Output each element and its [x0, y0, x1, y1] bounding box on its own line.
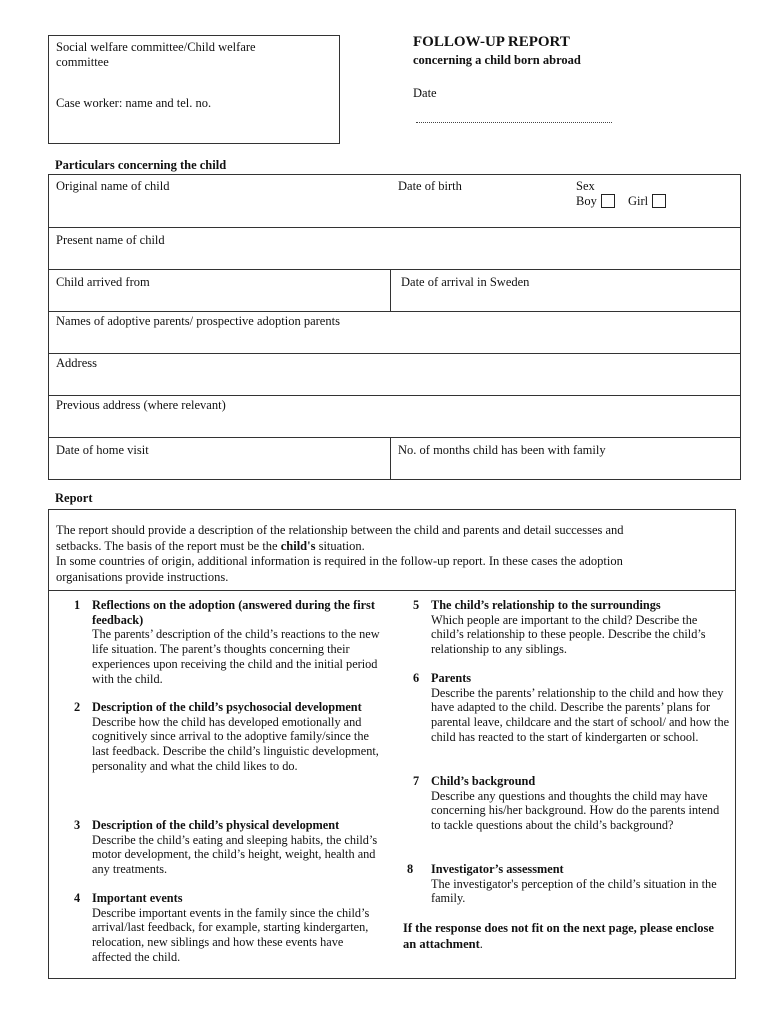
committee-box — [48, 35, 340, 144]
boy-label: Boy — [576, 194, 597, 208]
girl-label: Girl — [627, 194, 649, 208]
case-worker-label: Case worker: name and tel. no. — [56, 96, 212, 110]
row-divider — [49, 395, 740, 396]
row-divider — [49, 227, 740, 228]
column-divider — [390, 437, 391, 480]
row-divider — [49, 311, 740, 312]
date-label: Date — [413, 86, 437, 100]
date-of-birth-label: Date of birth — [398, 179, 462, 193]
report-item-7: 7 Child’s background Describe any questions and thoughts the child may have concerning his/her background. How do the parents intend to tackle questions about the child’s background? — [413, 774, 720, 833]
address-label: Address — [56, 356, 97, 370]
row-divider — [49, 269, 740, 270]
sex-label: Sex — [576, 179, 595, 193]
report-item-2: 2 Description of the child’s psychosocial development Describe how the child has developed emotionally and cognitively since arrival to the adoptive family/since the last feedback. Describe the child’s linguistic development, personality and what the child likes to do. — [74, 700, 379, 773]
report-intro: The report should provide a description of the relationship between the child and parents and detail successes and setbacks. The basis of the report must be the child's situation. In some countries of origin, additional information is required in the follow-up report. In these cases the adoption organisations provide instructions. — [56, 523, 624, 584]
girl-checkbox[interactable] — [652, 194, 666, 208]
column-divider — [390, 269, 391, 311]
adoptive-parents-label: Names of adoptive parents/ prospective adoption parents — [56, 314, 340, 328]
report-item-6: 6 Parents Describe the parents’ relationship to the child and how they have adapted to the child. Describe the parents’ plans for parental leave, childcare and the start of school/ and how the child has reacted to the start of kindergarten or school. — [413, 671, 730, 744]
sex-options — [576, 194, 666, 209]
arrived-from-label: Child arrived from — [56, 275, 150, 289]
report-box — [48, 509, 736, 979]
previous-address-label: Previous address (where relevant) — [56, 398, 226, 412]
date-of-arrival-label: Date of arrival in Sweden — [401, 275, 530, 289]
committee-label: Social welfare committee/Child welfare committee — [56, 40, 256, 69]
report-heading: Report — [55, 491, 93, 505]
row-divider — [49, 437, 740, 438]
report-item-1: 1 Reflections on the adoption (answered during the first feedback) The parents’ description of the child’s reactions to the new life situation. The parent’s thoughts concerning their experiences upon receiving the child and the initial period with the child. — [74, 598, 380, 686]
row-divider — [49, 353, 740, 354]
home-visit-label: Date of home visit — [56, 443, 149, 457]
intro-divider — [49, 590, 735, 591]
report-item-5: 5 The child’s relationship to the surroundings Which people are important to the child? Describe the child’s relationship to these people. Describe the child’s relationship to any siblings. — [413, 598, 706, 657]
months-with-family-label: No. of months child has been with family — [398, 443, 606, 457]
report-item-8: 8 Investigator’s assessment The investigator's perception of the child’s situation in the family. — [407, 862, 717, 906]
page-subtitle: concerning a child born abroad — [413, 53, 581, 67]
boy-checkbox[interactable] — [601, 194, 615, 208]
report-item-4: 4 Important events Describe important events in the family since the child’s arrival/last feedback, for example, starting kindergarten, relocation, new siblings and how these events have affected the child. — [74, 891, 370, 964]
particulars-heading: Particulars concerning the child — [55, 158, 227, 172]
page-title: FOLLOW-UP REPORT — [413, 34, 570, 50]
particulars-table — [48, 174, 741, 480]
attachment-note: If the response does not fit on the next page, please enclose an attachment. — [403, 921, 714, 951]
date-field-line[interactable] — [416, 118, 612, 123]
present-name-label: Present name of child — [56, 233, 165, 247]
report-item-3: 3 Description of the child’s physical development Describe the child’s eating and sleeping habits, the child’s motor development, the child’s height, weight, health and any treatments. — [74, 818, 378, 877]
original-name-label: Original name of child — [56, 179, 170, 193]
